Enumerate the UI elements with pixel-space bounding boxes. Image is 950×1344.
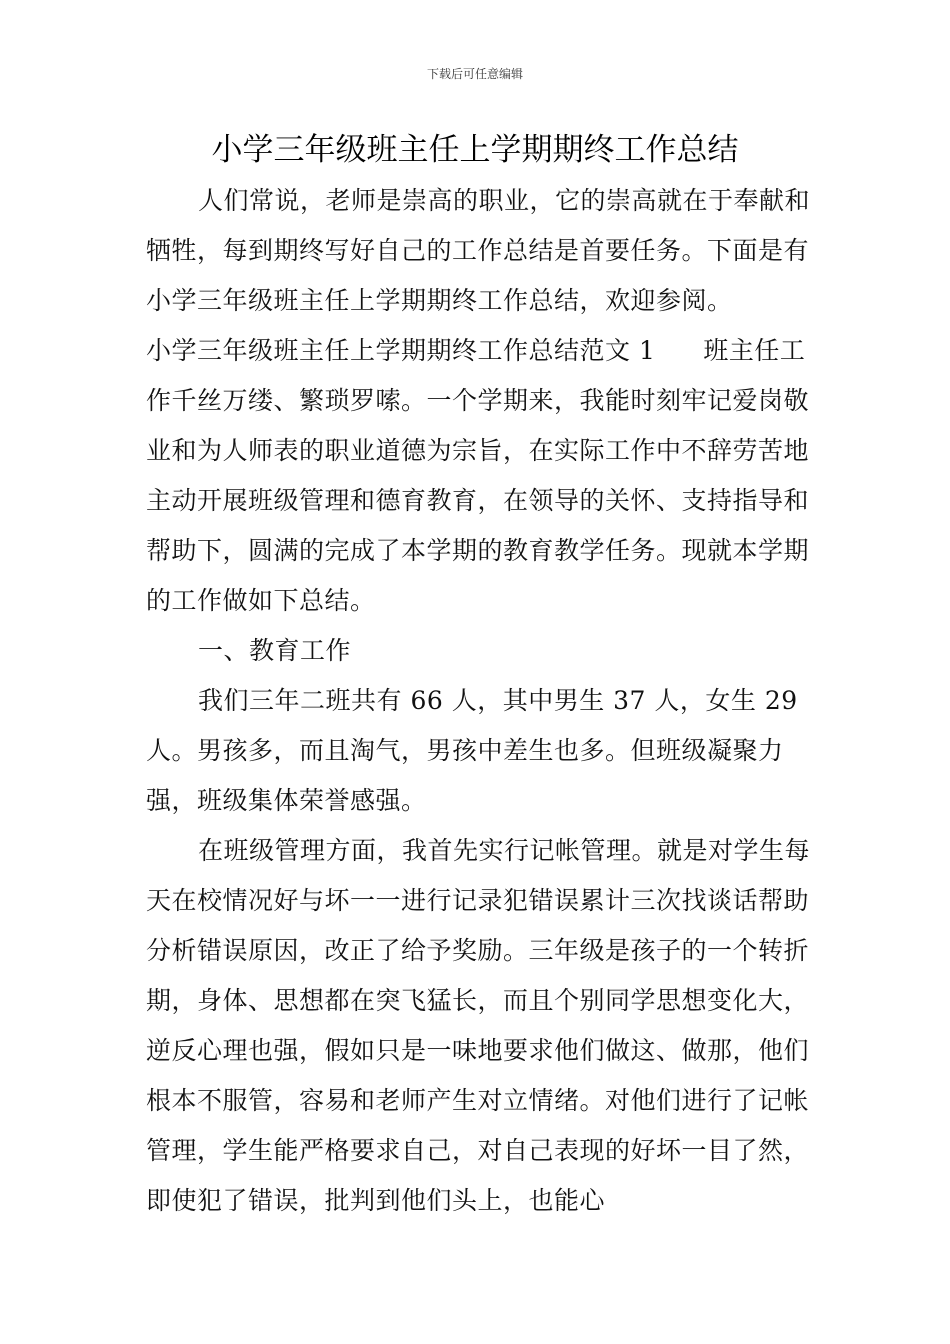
sample-heading: 小学三年级班主任上学期期终工作总结范文 1: [146, 336, 656, 365]
intro-paragraph: 人们常说，老师是崇高的职业，它的崇高就在于奉献和牺牲，每到期终写好自己的工作总结是首要任务。下面是有小学三年级班主任上学期期终工作总结，欢迎参阅。: [146, 186, 811, 315]
class-info-paragraph: 我们三年二班共有 66 人，其中男生 37 人，女生 29 人。男孩多，而且淘气，男孩中差生也多。但班级凝聚力强，班级集体荣誉感强。: [146, 686, 798, 815]
section-heading: 一、教育工作: [198, 636, 352, 665]
management-paragraph: 在班级管理方面，我首先实行记帐管理。就是对学生每天在校情况好与坏一一进行记录犯错误累计三次找谈话帮助分析错误原因，改正了给予奖励。三年级是孩子的一个转折期，身体、思想都在突飞猛长，而且个别同学思想变化大，逆反心理也强，假如只是一味地要求他们做这、做那，他们根本不服管，容易和老师产生对立情绪。对他们进行了记帐管理，学生能严格要求自己，对自己表现的好坏一目了然，即使犯了错误，批判到他们头上，也能心: [146, 836, 811, 1215]
document-title: 小学三年级班主任上学期期终工作总结: [211, 132, 739, 168]
page-header-note: 下载后可任意编辑: [426, 67, 523, 81]
sample-paragraph: [146, 326, 810, 626]
sample-lead-text: 班主任工作千丝万缕、繁琐罗嗦。一个学期来，我能时刻牢记爱岗敬业和为人师表的职业道德为宗旨，在实际工作中不辞劳苦地主动开展班级管理和德育教育，在领导的关怀、支持指导和帮助下，圆满的完成了本学期的教育教学任务。现就本学期的工作做如下总结。: [146, 336, 810, 615]
document-body: [146, 176, 810, 1226]
